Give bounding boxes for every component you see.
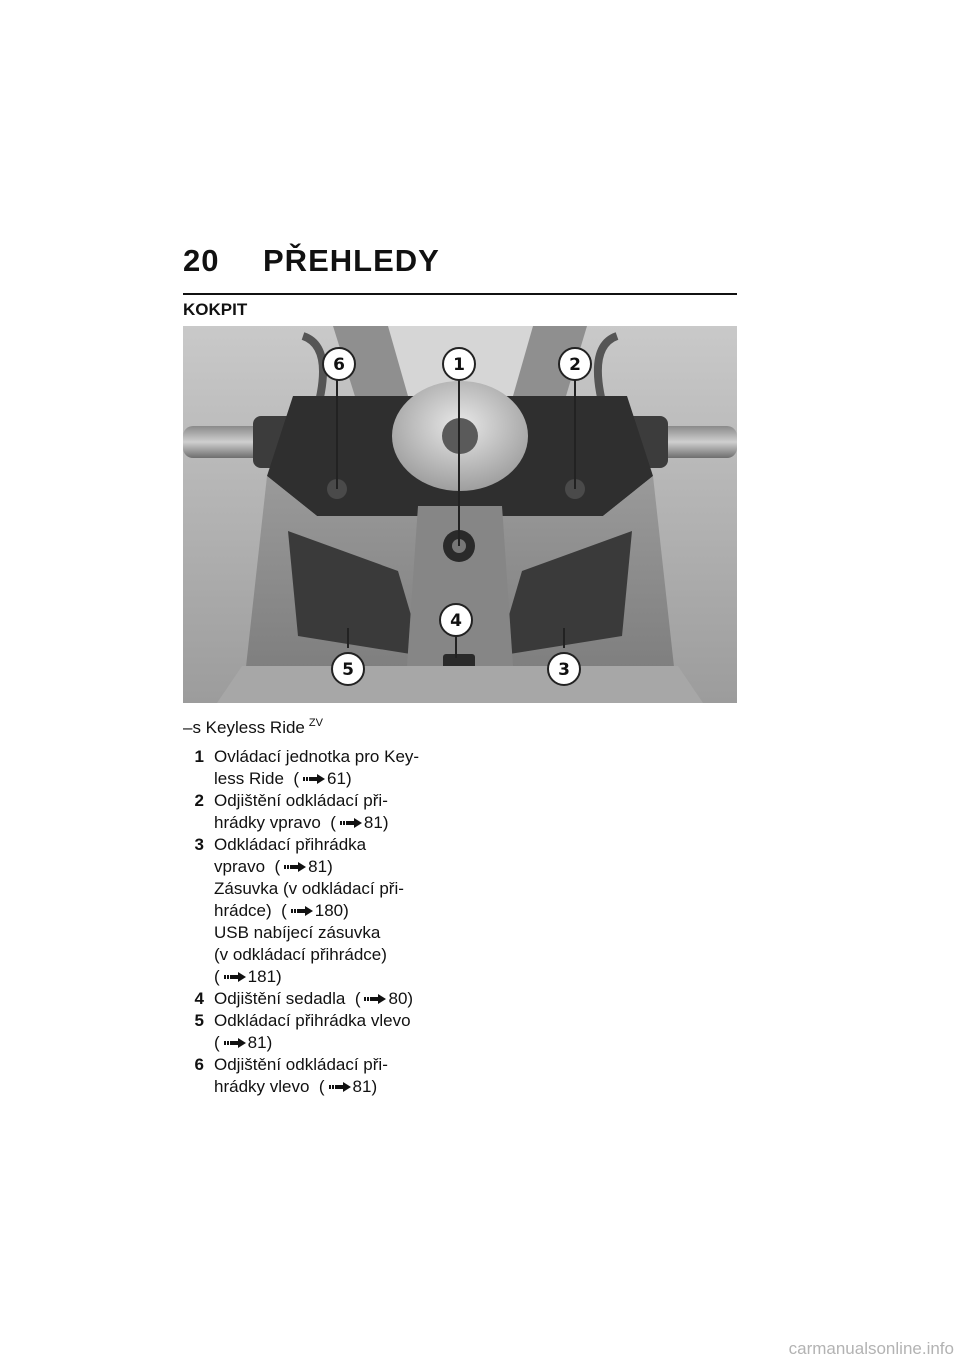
legend-text: Odjištění sedadla bbox=[214, 989, 346, 1008]
section-title: KOKPIT bbox=[183, 300, 248, 319]
legend-text: (v odkládací přihrádce) bbox=[214, 945, 387, 964]
arrow-right-icon bbox=[291, 900, 313, 910]
legend-text-line bbox=[214, 1032, 483, 1054]
legend-text: Odkládací přihrádka vlevo bbox=[214, 1011, 411, 1030]
page-reference-number: 81 bbox=[308, 857, 328, 876]
page-reference-number: 81 bbox=[363, 813, 383, 832]
page-reference[interactable]: ( 81) bbox=[265, 857, 333, 876]
variant-text: –s Keyless Ride bbox=[183, 718, 305, 737]
page-reference-number: 80 bbox=[388, 989, 408, 1008]
page-reference[interactable]: ( 81) bbox=[214, 1033, 273, 1052]
legend-item bbox=[183, 790, 483, 834]
page-reference[interactable]: ( 181) bbox=[214, 967, 282, 986]
callout-5 bbox=[332, 653, 364, 685]
legend-number: 6 bbox=[194, 1055, 204, 1074]
legend-text-line bbox=[214, 834, 483, 856]
legend-list bbox=[183, 746, 483, 1098]
svg-text:3: 3 bbox=[558, 660, 570, 680]
callout-6 bbox=[323, 348, 355, 380]
header-rule bbox=[183, 293, 737, 295]
svg-text:2: 2 bbox=[569, 355, 581, 375]
callout-4 bbox=[440, 604, 472, 636]
page-reference[interactable]: ( 81) bbox=[320, 813, 389, 832]
legend-text: vpravo bbox=[214, 857, 266, 876]
page-number: 20 bbox=[183, 243, 220, 278]
legend-text: hrádky vlevo bbox=[214, 1077, 310, 1096]
page-reference-number: 81 bbox=[352, 1077, 372, 1096]
arrow-right-icon bbox=[224, 966, 246, 976]
page-reference-number: 81 bbox=[247, 1033, 267, 1052]
page-reference[interactable]: ( 80) bbox=[345, 989, 414, 1008]
legend-item bbox=[183, 878, 483, 922]
page-header bbox=[183, 243, 440, 279]
chapter-title: PŘEHLEDY bbox=[263, 243, 440, 278]
arrow-right-icon bbox=[224, 1032, 246, 1042]
callout-1 bbox=[443, 348, 475, 380]
legend-text-line bbox=[214, 746, 483, 768]
callout-3 bbox=[548, 653, 580, 685]
legend-item bbox=[183, 988, 483, 1010]
arrow-right-icon bbox=[303, 768, 325, 778]
legend-number: 4 bbox=[194, 989, 204, 1008]
legend-number: 5 bbox=[194, 1011, 204, 1030]
legend-text: hrádky vpravo bbox=[214, 813, 321, 832]
page-reference-number: 181 bbox=[247, 967, 277, 986]
svg-text:5: 5 bbox=[342, 660, 354, 680]
legend-number: 2 bbox=[194, 791, 204, 810]
watermark: carmanualsonline.info bbox=[788, 1339, 954, 1358]
legend-text-line bbox=[214, 768, 483, 790]
page-reference[interactable]: ( 180) bbox=[271, 901, 349, 920]
legend-text-line bbox=[214, 1076, 483, 1098]
svg-text:6: 6 bbox=[333, 355, 345, 375]
legend-item bbox=[183, 1010, 483, 1054]
page-reference-number: 61 bbox=[327, 769, 346, 788]
legend-text: Odjištění odkládací při- bbox=[214, 791, 388, 810]
callout-2 bbox=[559, 348, 591, 380]
legend-number: 3 bbox=[194, 835, 204, 854]
svg-text:4: 4 bbox=[450, 611, 462, 631]
legend-text-line bbox=[214, 1010, 483, 1032]
legend-text: Odjištění odkládací při- bbox=[214, 1055, 388, 1074]
arrow-right-icon bbox=[364, 988, 386, 998]
legend-number: 1 bbox=[194, 747, 204, 766]
legend-text: USB nabíjecí zásuvka bbox=[214, 923, 381, 942]
legend-text-line bbox=[214, 1054, 483, 1076]
legend-text-line bbox=[214, 966, 483, 988]
legend-text-line bbox=[214, 790, 483, 812]
legend-text-line bbox=[214, 812, 483, 834]
legend-text: hrádce) bbox=[214, 901, 272, 920]
legend-item bbox=[183, 746, 483, 790]
legend-item bbox=[183, 1054, 483, 1098]
legend-text: Odkládací přihrádka bbox=[214, 835, 367, 854]
variant-note bbox=[183, 717, 323, 738]
legend-text-line bbox=[214, 944, 483, 966]
legend-text-line bbox=[214, 922, 483, 944]
legend-text-line bbox=[214, 878, 483, 900]
arrow-right-icon bbox=[284, 856, 306, 866]
variant-code: ZV bbox=[308, 717, 323, 729]
page-reference-number: 180 bbox=[314, 901, 344, 920]
arrow-right-icon bbox=[329, 1076, 351, 1086]
page-reference[interactable]: ( 81) bbox=[309, 1077, 378, 1096]
cockpit-illustration bbox=[183, 326, 737, 703]
legend-item bbox=[183, 922, 483, 988]
legend-text: Ovládací jednotka pro Key- bbox=[214, 747, 420, 766]
legend-text-line bbox=[214, 900, 483, 922]
arrow-right-icon bbox=[340, 812, 362, 822]
svg-text:1: 1 bbox=[453, 355, 465, 375]
legend-text-line bbox=[214, 988, 483, 1010]
legend-text: less Ride bbox=[214, 769, 284, 788]
legend-text: Zásuvka (v odkládací při- bbox=[214, 879, 404, 898]
legend-item bbox=[183, 834, 483, 878]
legend-text-line bbox=[214, 856, 483, 878]
page-reference[interactable]: ( 61) bbox=[283, 769, 352, 788]
